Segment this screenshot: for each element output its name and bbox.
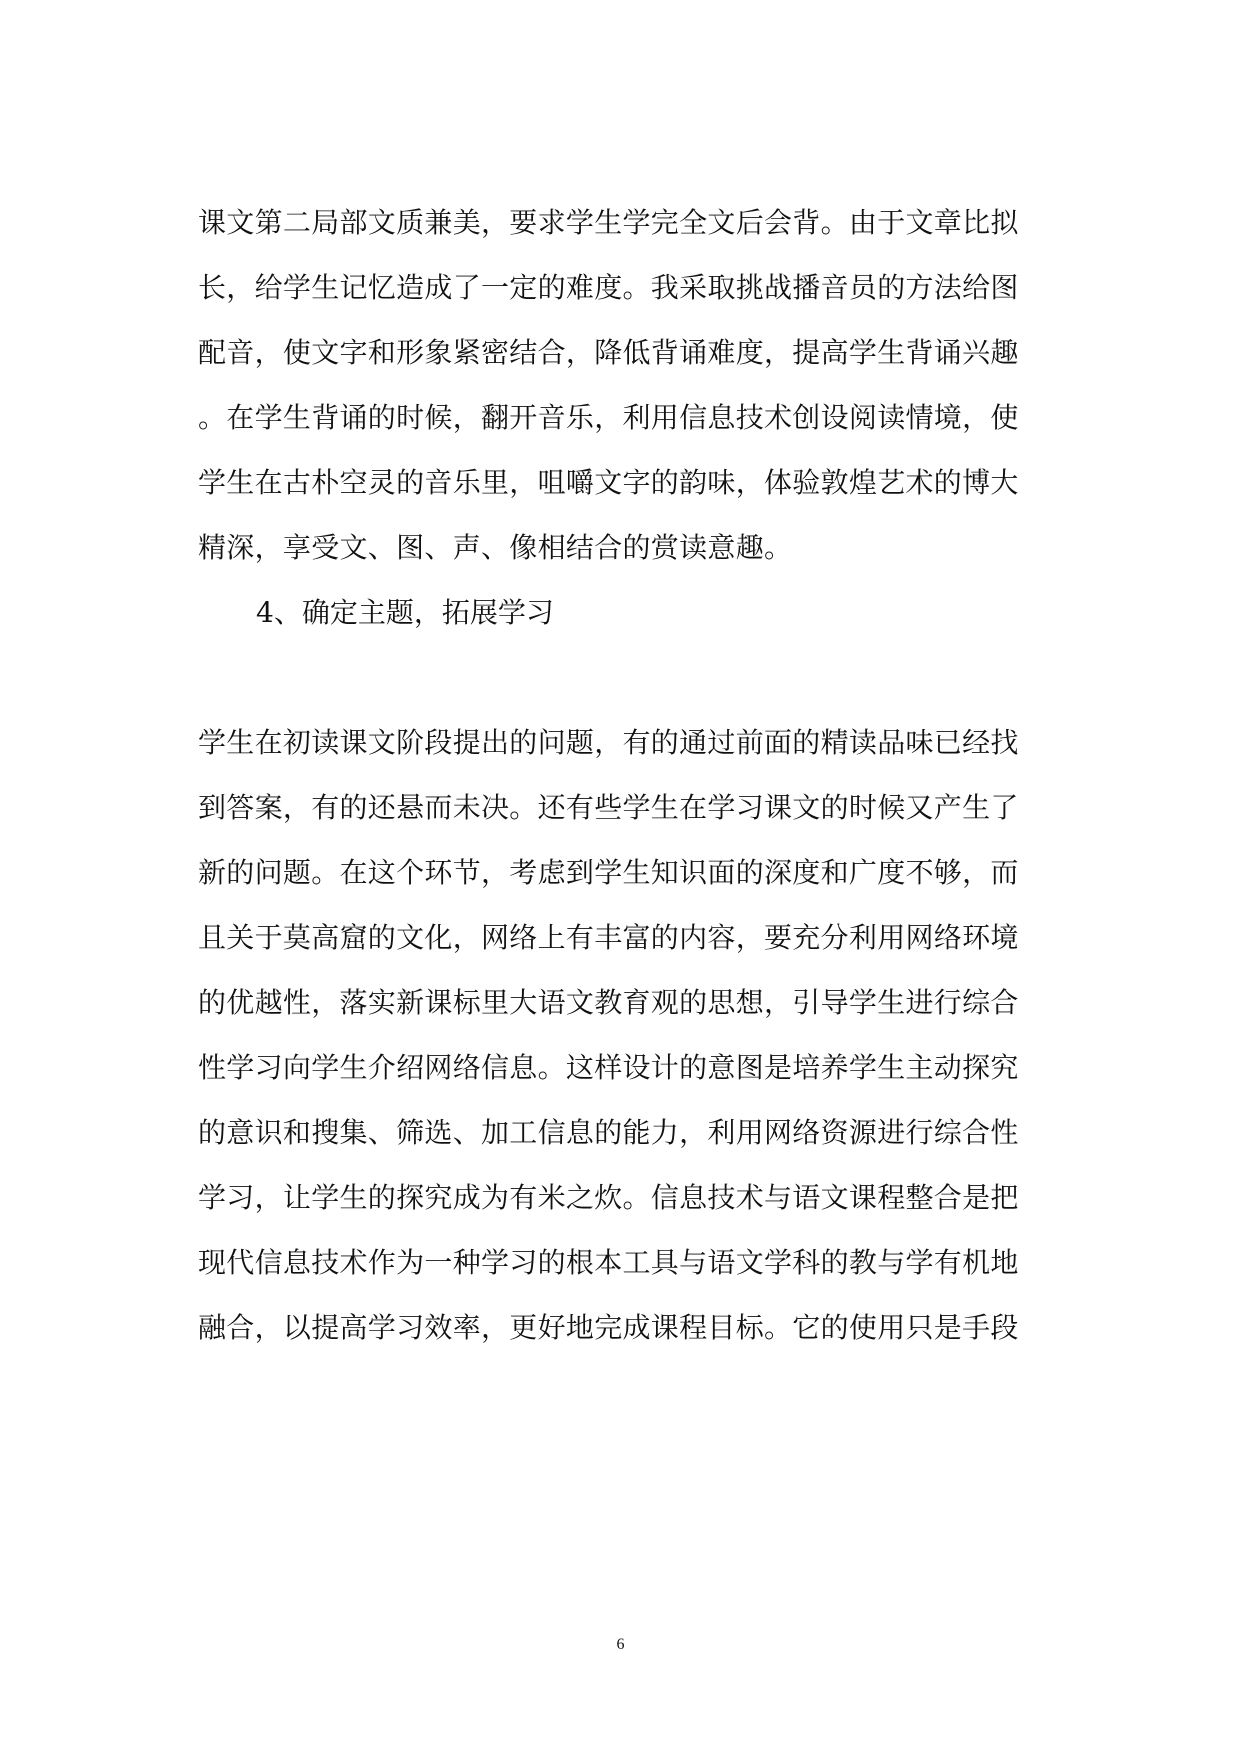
page-number: 6: [616, 1636, 625, 1653]
section-heading: 4、确定主题，拓展学习: [256, 596, 554, 629]
paragraph-2-line: 且关于莫高窟的文化，网络上有丰富的内容，要充分利用网络环境: [198, 921, 1019, 954]
paragraph-2-line: 的优越性，落实新课标里大语文教育观的思想，引导学生进行综合: [198, 986, 1019, 1019]
paragraph-2-line: 融合，以提高学习效率，更好地完成课程目标。它的使用只是手段: [198, 1311, 1019, 1344]
paragraph-1-line: 长，给学生记忆造成了一定的难度。我采取挑战播音员的方法给图: [198, 271, 1019, 304]
paragraph-2-line: 到答案，有的还悬而未决。还有些学生在学习课文的时候又产生了: [198, 791, 1019, 824]
paragraph-2-line: 的意识和搜集、筛选、加工信息的能力，利用网络资源进行综合性: [198, 1116, 1019, 1149]
paragraph-1-line: 精深，享受文、图、声、像相结合的赏读意趣。: [198, 531, 793, 564]
paragraph-2-line: 学生在初读课文阶段提出的问题，有的通过前面的精读品味已经找: [198, 726, 1019, 759]
paragraph-2-line: 新的问题。在这个环节，考虑到学生知识面的深度和广度不够，而: [198, 856, 1019, 889]
paragraph-2-line: 现代信息技术作为一种学习的根本工具与语文学科的教与学有机地: [198, 1246, 1019, 1279]
paragraph-1-line: 学生在古朴空灵的音乐里，咀嚼文字的韵味，体验敦煌艺术的博大: [198, 466, 1019, 499]
paragraph-1-line: 课文第二局部文质兼美，要求学生学完全文后会背。由于文章比拟: [198, 206, 1019, 239]
paragraph-1-line: 配音，使文字和形象紧密结合，降低背诵难度，提高学生背诵兴趣: [198, 336, 1019, 369]
paragraph-1-line: 。在学生背诵的时候，翻开音乐，利用信息技术创设阅读情境，使: [198, 401, 1019, 434]
paragraph-2-line: 性学习向学生介绍网络信息。这样设计的意图是培养学生主动探究: [198, 1051, 1019, 1084]
paragraph-2-line: 学习，让学生的探究成为有米之炊。信息技术与语文课程整合是把: [198, 1181, 1019, 1214]
